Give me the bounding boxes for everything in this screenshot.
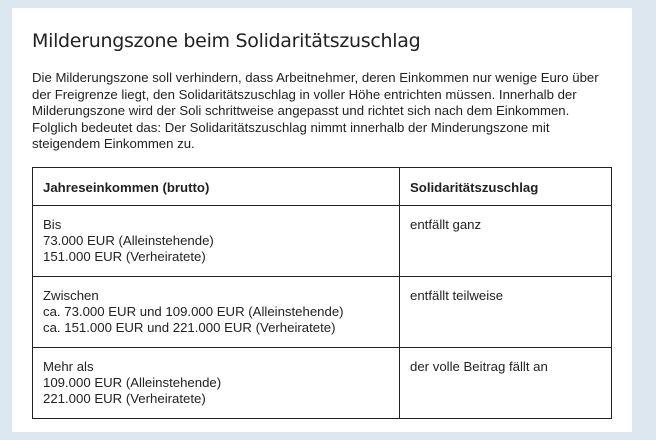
income-qualifier: Zwischen bbox=[43, 287, 99, 303]
income-cell bbox=[33, 276, 400, 347]
income-single: ca. 73.000 EUR und 109.000 EUR (Alleinstehende) bbox=[43, 303, 344, 319]
income-zone-table bbox=[32, 167, 612, 419]
table-row bbox=[33, 347, 612, 418]
income-single: 109.000 EUR (Alleinstehende) bbox=[43, 374, 222, 390]
table-row bbox=[33, 276, 612, 347]
income-married: 151.000 EUR (Verheiratete) bbox=[43, 248, 206, 264]
table-header-row bbox=[33, 167, 612, 205]
income-married: 221.000 EUR (Verheiratete) bbox=[43, 390, 206, 406]
surcharge-cell: der volle Beitrag fällt an bbox=[400, 347, 612, 418]
income-qualifier: Bis bbox=[43, 216, 62, 232]
income-single: 73.000 EUR (Alleinstehende) bbox=[43, 232, 214, 248]
income-married: ca. 151.000 EUR und 221.000 EUR (Verheiratete) bbox=[43, 319, 336, 335]
intro-paragraph: Die Milderungszone soll verhindern, dass Arbeitnehmer, deren Einkommen nur wenige Euro über der Freigrenze liegt, den Solidaritätszuschlag in voller Höhe entrichten müssen. Innerhalb der Milderungszone wird der Soli schrittweise angepasst und richtet sich nach dem Einkommen. Folglich bedeutet das: Der Solidaritätszuschlag nimmt innerhalb der Minderungszone mit steigendem Einkommen zu. bbox=[32, 70, 599, 151]
content-card bbox=[12, 8, 632, 432]
column-header-surcharge: Solidaritätszuschlag bbox=[400, 167, 612, 205]
income-cell bbox=[33, 205, 400, 276]
surcharge-cell: entfällt ganz bbox=[400, 205, 612, 276]
page-title: Milderungszone beim Solidaritätszuschlag bbox=[32, 30, 421, 52]
income-cell bbox=[33, 347, 400, 418]
surcharge-cell: entfällt teilweise bbox=[400, 276, 612, 347]
income-qualifier: Mehr als bbox=[43, 358, 94, 374]
column-header-income: Jahreseinkommen (brutto) bbox=[33, 167, 400, 205]
table-row bbox=[33, 205, 612, 276]
